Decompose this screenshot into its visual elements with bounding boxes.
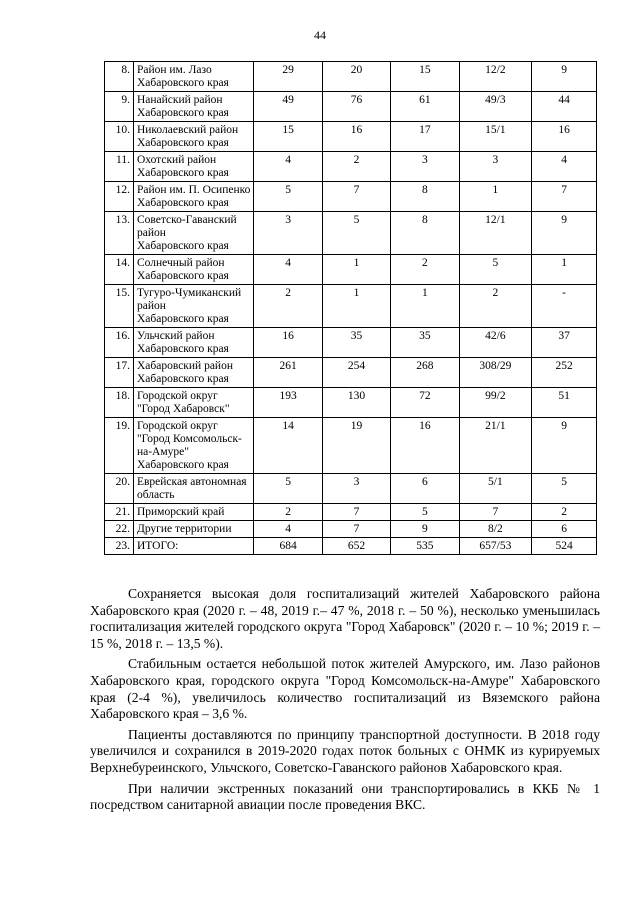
territory-name-line: Район им. П. Осипенко [136,184,251,196]
value-cell: 7 [459,504,532,521]
value-cell: 5 [322,212,390,255]
territory-name-line: Хабаровского края [136,343,229,355]
value-cell: 252 [532,358,597,388]
row-number: 22. [105,521,134,538]
value-cell: 5 [459,255,532,285]
value-cell: 15/1 [459,122,532,152]
row-number: 14. [105,255,134,285]
value-cell: 268 [391,358,459,388]
territory-name-line: Хабаровского края [136,77,229,89]
territory-name [133,388,253,418]
territory-name-line: Хабаровского края [136,270,229,282]
territory-name-line: Городской округ [136,420,218,432]
value-cell: 17 [391,122,459,152]
value-cell: 15 [254,122,322,152]
territory-name-line: Нанайский район [136,94,223,106]
value-cell: 2 [459,285,532,328]
territory-name [133,92,253,122]
value-cell: 42/6 [459,328,532,358]
value-cell: 76 [322,92,390,122]
territory-name-line: Хабаровского края [136,197,229,209]
value-cell: 652 [322,538,390,555]
value-cell: 1 [532,255,597,285]
territory-name-line: Другие территории [136,523,232,535]
table-row [105,418,597,474]
table-row [105,388,597,418]
territory-name-line: район [136,227,166,239]
value-cell: 29 [254,62,322,92]
paragraph: Стабильным остается небольшой поток жителей Амурского, им. Лазо районов Хабаровского края, городского округа "Город Комсомольск-на-Амуре" Хабаровского края (2-4 %), увеличилось количество госпитализаций из Вяземского района Хабаровского края – 3,6 %. [90,656,600,722]
value-cell: 7 [322,504,390,521]
territory-name-line: Хабаровского края [136,459,229,471]
row-number: 18. [105,388,134,418]
row-number: 11. [105,152,134,182]
value-cell: 15 [391,62,459,92]
value-cell: 2 [254,504,322,521]
territory-name-line: Хабаровского края [136,107,229,119]
territory-name [133,521,253,538]
territory-name [133,152,253,182]
territory-name-line: "Город Комсомольск- [136,433,242,445]
value-cell: 9 [532,62,597,92]
row-number: 16. [105,328,134,358]
territory-name [133,62,253,92]
territory-name [133,212,253,255]
value-cell: 49 [254,92,322,122]
value-cell: 3 [322,474,390,504]
value-cell: 9 [532,212,597,255]
table-row [105,358,597,388]
value-cell: 72 [391,388,459,418]
table-row [105,521,597,538]
value-cell: 5 [254,474,322,504]
row-number: 17. [105,358,134,388]
territory-name [133,182,253,212]
row-number: 21. [105,504,134,521]
value-cell: 684 [254,538,322,555]
value-cell: 308/29 [459,358,532,388]
value-cell: 1 [322,255,390,285]
value-cell: 2 [322,152,390,182]
paragraph: При наличии экстренных показаний они транспортировались в ККБ № 1 посредством санитарной авиации после проведения ВКС. [90,780,600,813]
value-cell: 19 [322,418,390,474]
territory-name-line: область [136,489,175,501]
value-cell: 5 [391,504,459,521]
territory-name-line: Район им. Лазо [136,64,212,76]
row-number: 8. [105,62,134,92]
territory-name-line: Еврейская автономная [136,476,247,488]
territory-name-line: Хабаровского края [136,240,229,252]
value-cell: 20 [322,62,390,92]
value-cell: 535 [391,538,459,555]
row-number: 13. [105,212,134,255]
value-cell: 6 [391,474,459,504]
table-row [105,212,597,255]
value-cell: 49/3 [459,92,532,122]
value-cell: 3 [391,152,459,182]
value-cell: 5/1 [459,474,532,504]
territory-name-line: ИТОГО: [136,540,179,552]
row-number: 23. [105,538,134,555]
territory-name [133,328,253,358]
value-cell: 657/53 [459,538,532,555]
value-cell: 9 [391,521,459,538]
value-cell: 2 [391,255,459,285]
territory-name-line: Николаевский район [136,124,239,136]
value-cell: - [532,285,597,328]
row-number: 9. [105,92,134,122]
value-cell: 4 [254,255,322,285]
value-cell: 35 [391,328,459,358]
value-cell: 3 [459,152,532,182]
table-row [105,328,597,358]
territory-name-line: Хабаровского края [136,167,229,179]
territory-name-line: Ульчский район [136,330,215,342]
territory-name [133,285,253,328]
value-cell: 4 [254,152,322,182]
territory-name-line: Тугуро-Чумиканский [136,287,242,299]
territory-name [133,418,253,474]
row-number: 19. [105,418,134,474]
territory-name [133,255,253,285]
value-cell: 130 [322,388,390,418]
paragraph: Сохраняется высокая доля госпитализаций жителей Хабаровского района Хабаровского края (2020 г. – 48, 2019 г.– 47 %, 2018 г. – 50 %), несколько уменьшилась госпитализация жителей городского округа "Город Хабаровск" (2020 г. – 10 %; 2019 г. – 15 %, 2018 г. – 13,5 %). [90,586,600,651]
table-row [105,62,597,92]
paragraph: Пациенты доставляются по принципу транспортной доступности. В 2018 году увеличился и сохранился в 2019-2020 годах поток больных с ОНМК из курируемых Верхнебуреинского, Ульчского, Советско-Гаванского районов Хабаровского края. [90,726,600,775]
territory-name-line: Хабаровский район [136,360,233,372]
value-cell: 193 [254,388,322,418]
territory-name [133,538,253,555]
table-row [105,474,597,504]
table-row [105,504,597,521]
value-cell: 8 [391,182,459,212]
value-cell: 16 [322,122,390,152]
value-cell: 9 [532,418,597,474]
value-cell: 99/2 [459,388,532,418]
value-cell: 5 [532,474,597,504]
value-cell: 6 [532,521,597,538]
territory-name-line: Охотский район [136,154,217,166]
value-cell: 5 [254,182,322,212]
value-cell: 3 [254,212,322,255]
table-row [105,538,597,555]
table-row [105,92,597,122]
territory-name [133,474,253,504]
territory-name-line: Солнечный район [136,257,225,269]
value-cell: 7 [532,182,597,212]
row-number: 12. [105,182,134,212]
value-cell: 14 [254,418,322,474]
row-number: 15. [105,285,134,328]
territory-name [133,122,253,152]
value-cell: 2 [532,504,597,521]
value-cell: 35 [322,328,390,358]
territory-name-line: на-Амуре" [136,446,189,458]
value-cell: 4 [254,521,322,538]
table-row [105,285,597,328]
value-cell: 261 [254,358,322,388]
territory-name-line: Городской округ [136,390,218,402]
value-cell: 12/2 [459,62,532,92]
value-cell: 61 [391,92,459,122]
territory-name-line: район [136,300,166,312]
value-cell: 1 [322,285,390,328]
value-cell: 51 [532,388,597,418]
territory-name-line: Хабаровского края [136,313,229,325]
table-row [105,255,597,285]
page-number: 44 [314,28,326,42]
value-cell: 21/1 [459,418,532,474]
table-row [105,182,597,212]
value-cell: 4 [532,152,597,182]
value-cell: 37 [532,328,597,358]
value-cell: 8 [391,212,459,255]
territory-name-line: Советско-Гаванский [136,214,237,226]
territory-name-line: Хабаровского края [136,373,229,385]
value-cell: 1 [391,285,459,328]
value-cell: 1 [459,182,532,212]
value-cell: 7 [322,182,390,212]
territory-name-line: "Город Хабаровск" [136,403,230,415]
value-cell: 7 [322,521,390,538]
value-cell: 2 [254,285,322,328]
value-cell: 16 [391,418,459,474]
territory-name-line: Хабаровского края [136,137,229,149]
territory-name-line: Приморский край [136,506,225,518]
body-text [90,586,600,818]
value-cell: 44 [532,92,597,122]
territory-name [133,358,253,388]
territory-name [133,504,253,521]
value-cell: 8/2 [459,521,532,538]
row-number: 10. [105,122,134,152]
hospitalization-table [104,61,597,555]
table-row [105,152,597,182]
table-row [105,122,597,152]
value-cell: 524 [532,538,597,555]
row-number: 20. [105,474,134,504]
value-cell: 16 [254,328,322,358]
value-cell: 12/1 [459,212,532,255]
value-cell: 16 [532,122,597,152]
value-cell: 254 [322,358,390,388]
